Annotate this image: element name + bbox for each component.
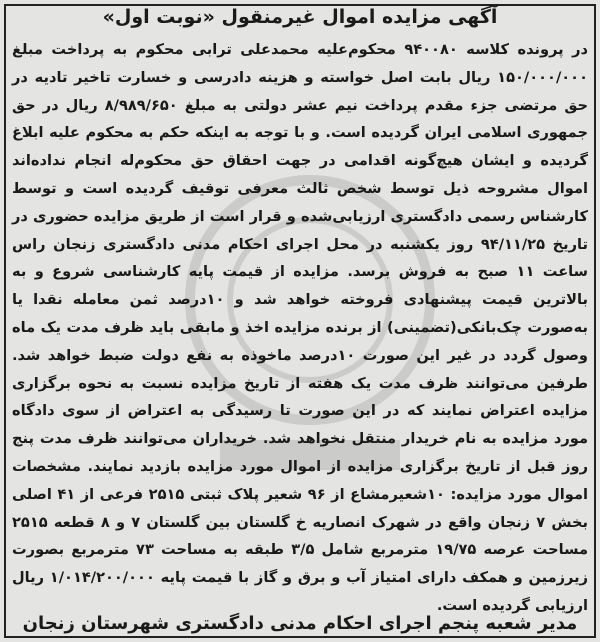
notice-paragraph: در پرونده کلاسه ۹۴۰۰۸۰ محکوم‌علیه محمدعلی ترابی محکوم به پرداخت مبلغ ۱۵۰/۰۰۰/۰۰۰ ریال بابت اصل خواسته و هزینه دادرسی و خسارت تاخیر تادیه در حق مرتضی جزء مقدم پرداخت نیم عشر دولتی به مبلغ ۸/۹۸۹/۶۵۰ ریال در حق جمهوری اسلامی ایران گردیده است. و با توجه به اینکه حکم به محکوم علیه ابلاغ گردیده و ایشان هیچ‌گونه اقدامی در جهت احقاق حق محکوم‌له انجام نداده‌اند اموال مشروحه ذیل توسط شخص ثالث معرفی توقیف گردیده است و توسط کارشناس رسمی دادگستری ارزیابی‌شده و قرار است از طریق مزایده حضوری در تاریخ ۹۴/۱۱/۲۵ روز یکشنبه در محل اجرای احکام مدنی دادگستری زنجان راس ساعت ۱۱ صبح به فروش برسد. مزایده از قیمت پایه کارشناسی شروع و به بالاترین قیمت پیشنهادی فروخته خواهد شد و ۱۰درصد ثمن معامله نقدا یا به‌صورت چک‌بانکی(تضمینی) از برنده مزایده اخذ و مابقی باید ظرف مدت یک ماه وصول گردد در غیر این صورت ۱۰درصد ماخوذه به نفع دولت ضبط خواهد شد. طرفین می‌توانند ظرف مدت یک هفته از تاریخ مزایده نسبت به نحوه برگزاری مزایده اعتراض نمایند که در این صورت تا رسیدگی به اعتراض از سوی دادگاه مورد مزایده به نام خریدار منتقل نخواهد شد. خریداران می‌توانند ظرف مدت پنج روز قبل از تاریخ برگزاری مزایده از اموال مورد مزایده بازدید نمایند.	[12, 41, 589, 475]
specs-text: ۱۰شعیرمشاع از ۹۶ شعیر پلاک ثبتی ۲۵۱۵ فرعی از ۴۱ اصلی بخش ۷ زنجان واقع در شهرک انصاریه خ گلستان بین گلستان ۷ و ۸ قطعه ۲۵۱۵ مساحت عرصه ۱۹/۷۵ مترمربع شامل ۳/۵ طبقه به مساحت ۷۳ مترمربع بصورت زیرزمین و همکف دارای امتیاز آب و برق و گاز با قیمت پایه ۱/۰۱۴/۲۰۰/۰۰۰ ریال ارزیابی گردیده است.	[12, 485, 588, 614]
notice-title: آگهی مزایده اموال غیرمنقول «نوبت اول»	[102, 6, 498, 28]
notice-body	[12, 36, 588, 620]
notice-signature: مدیر شعبه پنجم اجرای احکام مدنی دادگستری شهرستان زنجان	[22, 613, 578, 634]
specs-heading: مشخصات اموال مورد مزایده:	[12, 457, 588, 503]
